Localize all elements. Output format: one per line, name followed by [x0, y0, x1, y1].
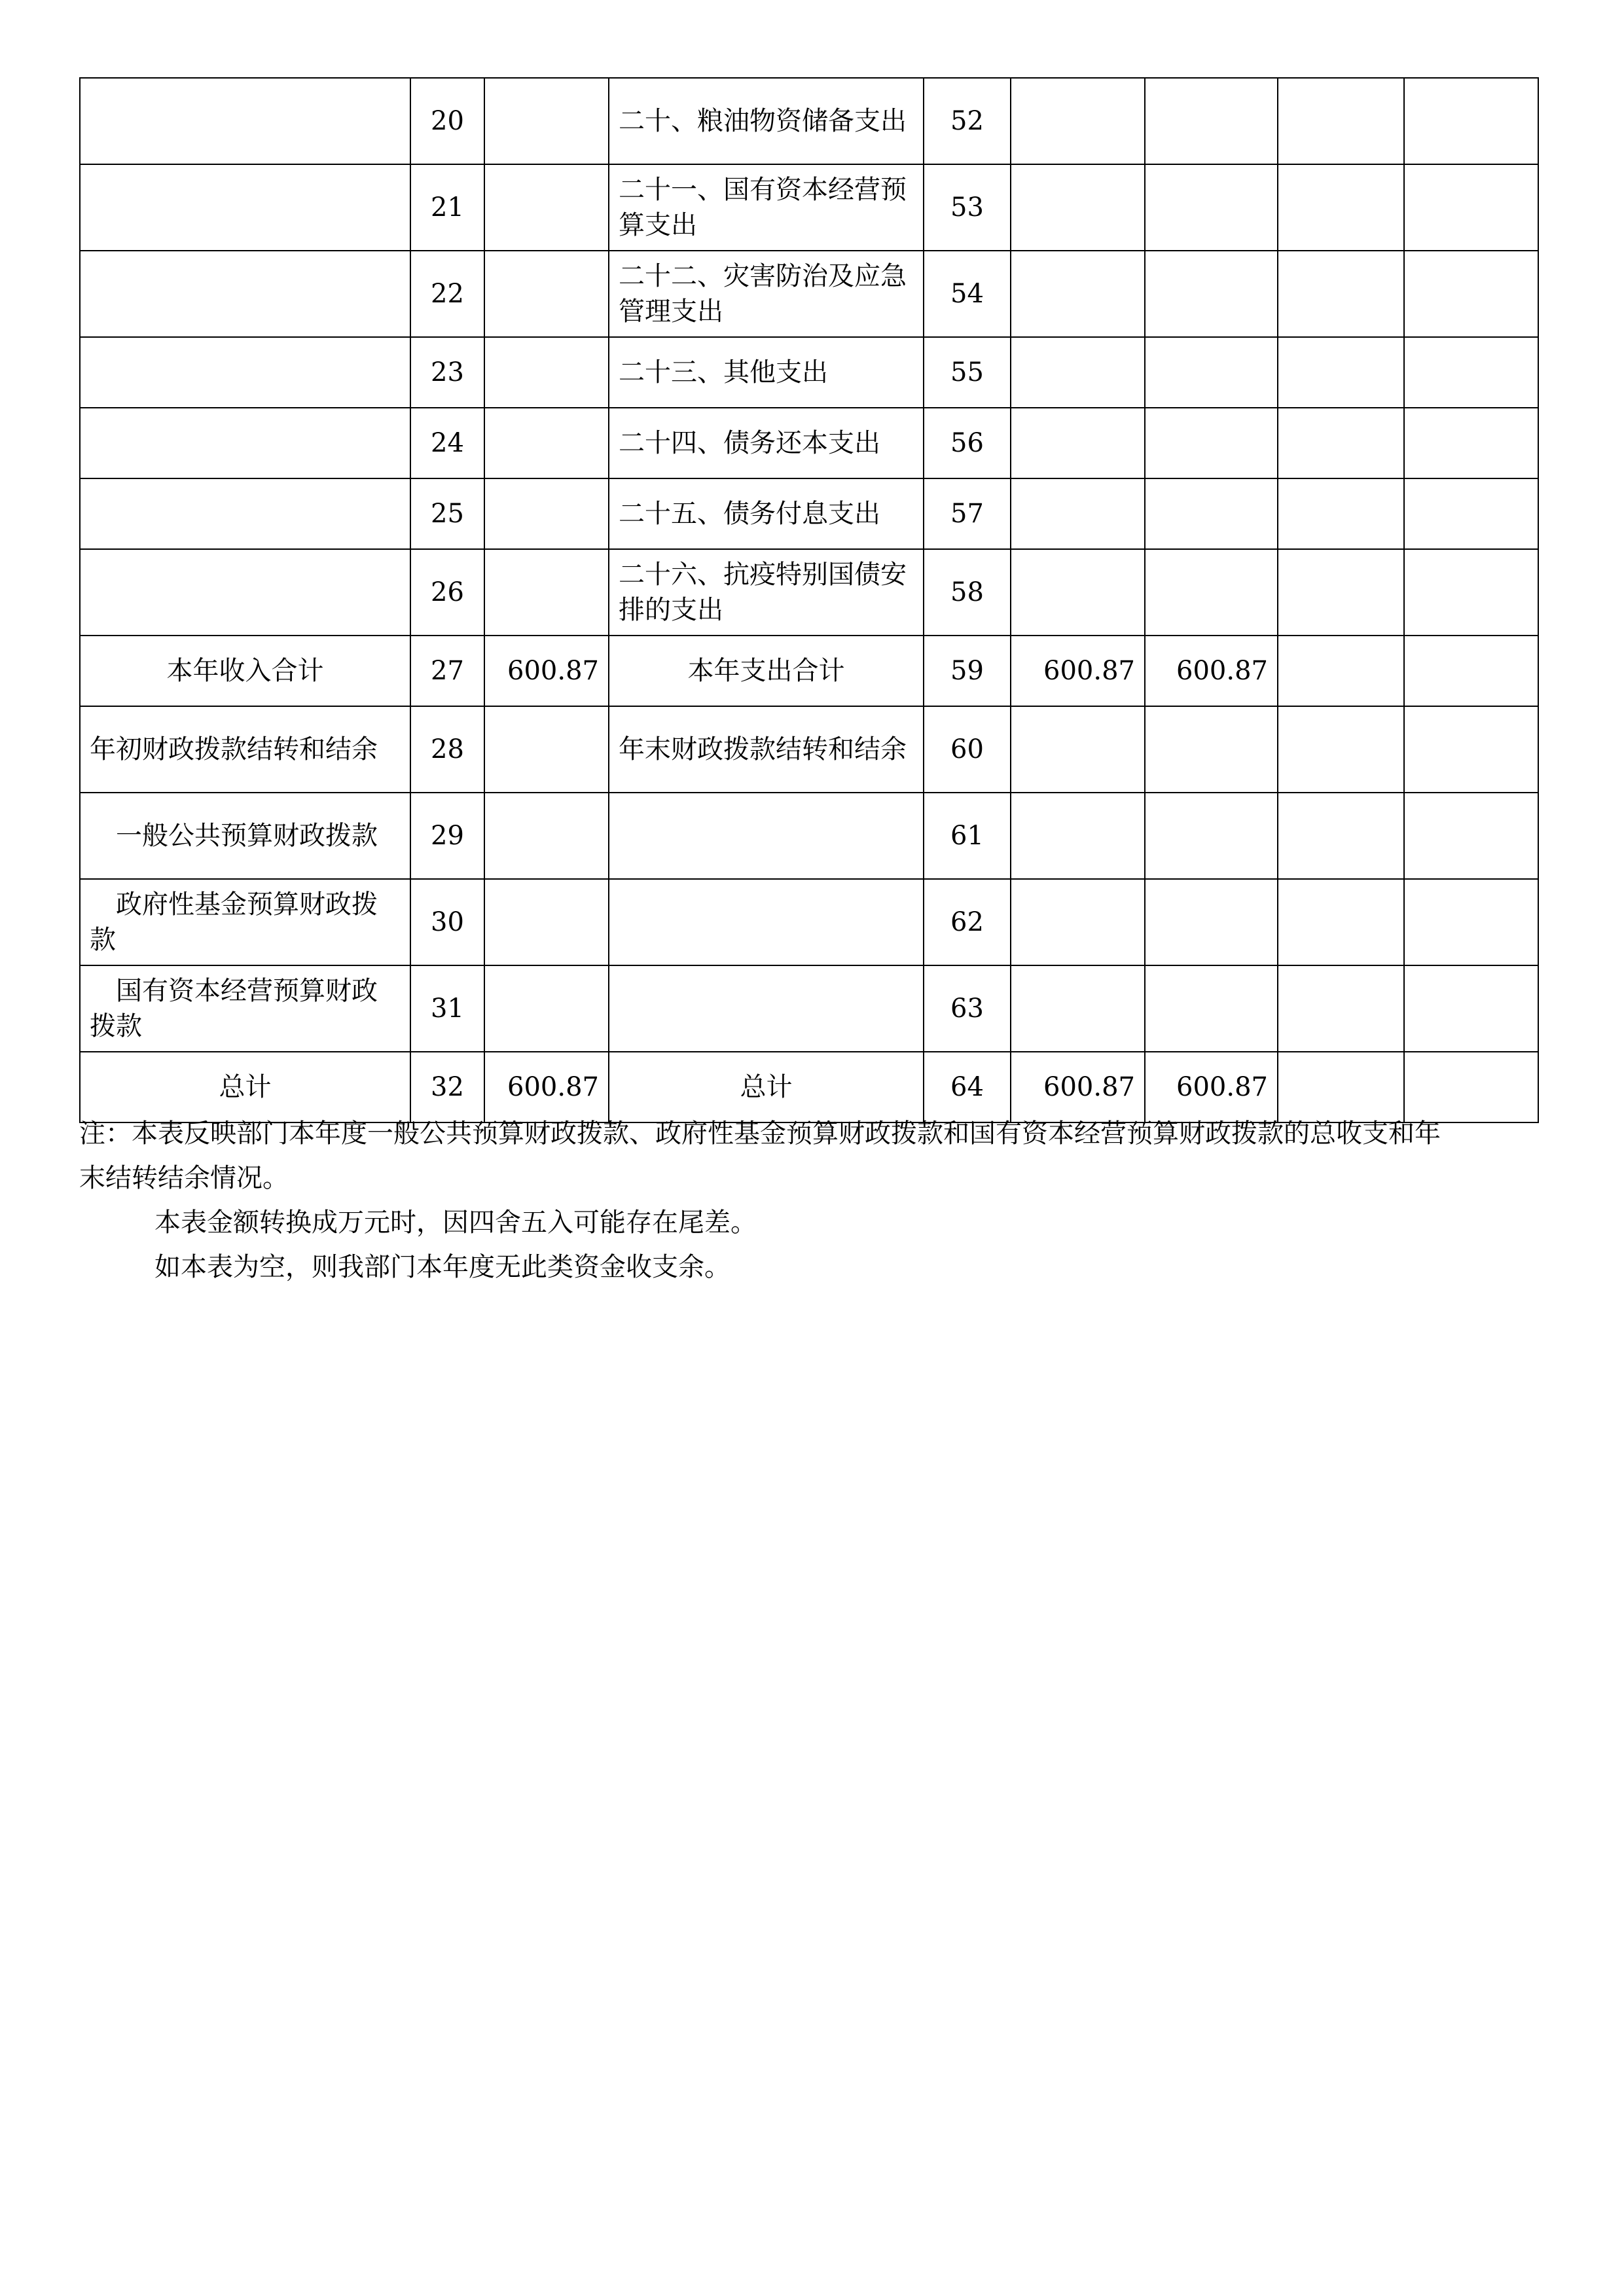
expense-general-budget-cell — [1145, 478, 1278, 549]
expense-total-cell — [1011, 164, 1145, 251]
income-amount-cell — [484, 78, 609, 164]
expense-total-cell — [1011, 793, 1145, 879]
expense-line-number-cell: 58 — [924, 549, 1011, 636]
expense-item-cell: 年末财政拨款结转和结余 — [609, 706, 924, 793]
expense-state-capital-cell — [1404, 965, 1538, 1052]
expense-fund-budget-cell — [1278, 706, 1404, 793]
income-line-number-cell: 25 — [410, 478, 484, 549]
expense-state-capital-cell — [1404, 408, 1538, 478]
expense-general-budget-cell — [1145, 793, 1278, 879]
income-line-number-cell: 27 — [410, 636, 484, 706]
expense-state-capital-cell — [1404, 78, 1538, 164]
expense-item-cell: 二十一、国有资本经营预算支出 — [609, 164, 924, 251]
expense-total-cell — [1011, 337, 1145, 408]
income-item-cell — [80, 549, 410, 636]
income-line-number-cell: 20 — [410, 78, 484, 164]
expense-general-budget-cell — [1145, 706, 1278, 793]
table-row — [80, 965, 1538, 1052]
expense-fund-budget-cell — [1278, 478, 1404, 549]
expense-item-cell: 总计 — [609, 1052, 924, 1122]
budget-table — [79, 77, 1539, 1123]
expense-item-cell — [609, 879, 924, 965]
income-line-number-cell: 28 — [410, 706, 484, 793]
income-item-cell: 本年收入合计 — [80, 636, 410, 706]
expense-total-cell — [1011, 549, 1145, 636]
table-row — [80, 636, 1538, 706]
note-line-3: 如本表为空，则我部门本年度无此类资金收支余。 — [154, 1252, 731, 1282]
expense-item-cell — [609, 793, 924, 879]
table-row — [80, 706, 1538, 793]
income-amount-cell — [484, 408, 609, 478]
expense-total-cell — [1011, 965, 1145, 1052]
income-item-cell — [80, 337, 410, 408]
table-row — [80, 478, 1538, 549]
income-amount-cell — [484, 793, 609, 879]
expense-line-number-cell: 54 — [924, 251, 1011, 337]
income-line-number-cell: 32 — [410, 1052, 484, 1122]
expense-state-capital-cell — [1404, 706, 1538, 793]
income-amount-cell — [484, 478, 609, 549]
income-amount-cell — [484, 706, 609, 793]
income-amount-cell — [484, 879, 609, 965]
expense-line-number-cell: 61 — [924, 793, 1011, 879]
income-amount-cell: 600.87 — [484, 1052, 609, 1122]
expense-state-capital-cell — [1404, 636, 1538, 706]
expense-item-cell: 二十、粮油物资储备支出 — [609, 78, 924, 164]
expense-fund-budget-cell — [1278, 337, 1404, 408]
expense-total-cell — [1011, 478, 1145, 549]
income-line-number-cell: 31 — [410, 965, 484, 1052]
expense-total-cell: 600.87 — [1011, 1052, 1145, 1122]
table-row — [80, 337, 1538, 408]
expense-item-cell — [609, 965, 924, 1052]
expense-item-cell: 二十六、抗疫特别国债安排的支出 — [609, 549, 924, 636]
expense-state-capital-cell — [1404, 164, 1538, 251]
expense-line-number-cell: 59 — [924, 636, 1011, 706]
expense-general-budget-cell: 600.87 — [1145, 1052, 1278, 1122]
expense-general-budget-cell: 600.87 — [1145, 636, 1278, 706]
income-item-cell: 国有资本经营预算财政拨款 — [80, 965, 410, 1052]
table-body — [80, 78, 1538, 1122]
expense-line-number-cell: 62 — [924, 879, 1011, 965]
income-amount-cell — [484, 337, 609, 408]
expense-line-number-cell: 57 — [924, 478, 1011, 549]
expense-total-cell: 600.87 — [1011, 636, 1145, 706]
expense-fund-budget-cell — [1278, 965, 1404, 1052]
expense-line-number-cell: 53 — [924, 164, 1011, 251]
expense-fund-budget-cell — [1278, 793, 1404, 879]
expense-state-capital-cell — [1404, 793, 1538, 879]
expense-fund-budget-cell — [1278, 164, 1404, 251]
expense-fund-budget-cell — [1278, 78, 1404, 164]
expense-line-number-cell: 52 — [924, 78, 1011, 164]
income-item-cell — [80, 78, 410, 164]
income-item-cell: 政府性基金预算财政拨款 — [80, 879, 410, 965]
income-item-cell — [80, 251, 410, 337]
income-amount-cell — [484, 549, 609, 636]
table-row — [80, 251, 1538, 337]
income-amount-cell: 600.87 — [484, 636, 609, 706]
income-amount-cell — [484, 965, 609, 1052]
table-row — [80, 408, 1538, 478]
income-item-cell — [80, 164, 410, 251]
expense-line-number-cell: 63 — [924, 965, 1011, 1052]
expense-general-budget-cell — [1145, 78, 1278, 164]
expense-line-number-cell: 64 — [924, 1052, 1011, 1122]
expense-item-cell: 本年支出合计 — [609, 636, 924, 706]
income-line-number-cell: 21 — [410, 164, 484, 251]
income-item-cell: 年初财政拨款结转和结余 — [80, 706, 410, 793]
table-row — [80, 793, 1538, 879]
income-line-number-cell: 29 — [410, 793, 484, 879]
expense-total-cell — [1011, 408, 1145, 478]
expense-item-cell: 二十五、债务付息支出 — [609, 478, 924, 549]
income-line-number-cell: 26 — [410, 549, 484, 636]
expense-fund-budget-cell — [1278, 879, 1404, 965]
income-line-number-cell: 24 — [410, 408, 484, 478]
expense-fund-budget-cell — [1278, 251, 1404, 337]
expense-state-capital-cell — [1404, 251, 1538, 337]
expense-total-cell — [1011, 879, 1145, 965]
income-amount-cell — [484, 251, 609, 337]
expense-state-capital-cell — [1404, 478, 1538, 549]
expense-fund-budget-cell — [1278, 408, 1404, 478]
expense-state-capital-cell — [1404, 879, 1538, 965]
table-row — [80, 164, 1538, 251]
income-line-number-cell: 22 — [410, 251, 484, 337]
expense-state-capital-cell — [1404, 549, 1538, 636]
expense-line-number-cell: 60 — [924, 706, 1011, 793]
expense-item-cell: 二十二、灾害防治及应急管理支出 — [609, 251, 924, 337]
income-item-cell: 一般公共预算财政拨款 — [80, 793, 410, 879]
expense-general-budget-cell — [1145, 337, 1278, 408]
income-line-number-cell: 30 — [410, 879, 484, 965]
expense-item-cell: 二十三、其他支出 — [609, 337, 924, 408]
expense-general-budget-cell — [1145, 965, 1278, 1052]
expense-total-cell — [1011, 78, 1145, 164]
expense-general-budget-cell — [1145, 251, 1278, 337]
table-notes — [79, 1111, 1460, 1289]
table-row — [80, 549, 1538, 636]
expense-total-cell — [1011, 251, 1145, 337]
income-line-number-cell: 23 — [410, 337, 484, 408]
income-item-cell — [80, 478, 410, 549]
expense-fund-budget-cell — [1278, 549, 1404, 636]
expense-general-budget-cell — [1145, 879, 1278, 965]
expense-general-budget-cell — [1145, 549, 1278, 636]
expense-item-cell: 二十四、债务还本支出 — [609, 408, 924, 478]
expense-total-cell — [1011, 706, 1145, 793]
note-line-2: 本表金额转换成万元时，因四舍五入可能存在尾差。 — [154, 1208, 757, 1238]
table-row — [80, 78, 1538, 164]
income-amount-cell — [484, 164, 609, 251]
expense-fund-budget-cell — [1278, 636, 1404, 706]
note-line-1: 注：本表反映部门本年度一般公共预算财政拨款、政府性基金预算财政拨款和国有资本经营预算财政拨款的总收支和年末结转结余情况。 — [79, 1119, 1441, 1193]
expense-general-budget-cell — [1145, 164, 1278, 251]
expense-line-number-cell: 55 — [924, 337, 1011, 408]
expense-state-capital-cell — [1404, 337, 1538, 408]
expense-line-number-cell: 56 — [924, 408, 1011, 478]
expense-general-budget-cell — [1145, 408, 1278, 478]
income-item-cell — [80, 408, 410, 478]
income-item-cell: 总计 — [80, 1052, 410, 1122]
table-row — [80, 879, 1538, 965]
